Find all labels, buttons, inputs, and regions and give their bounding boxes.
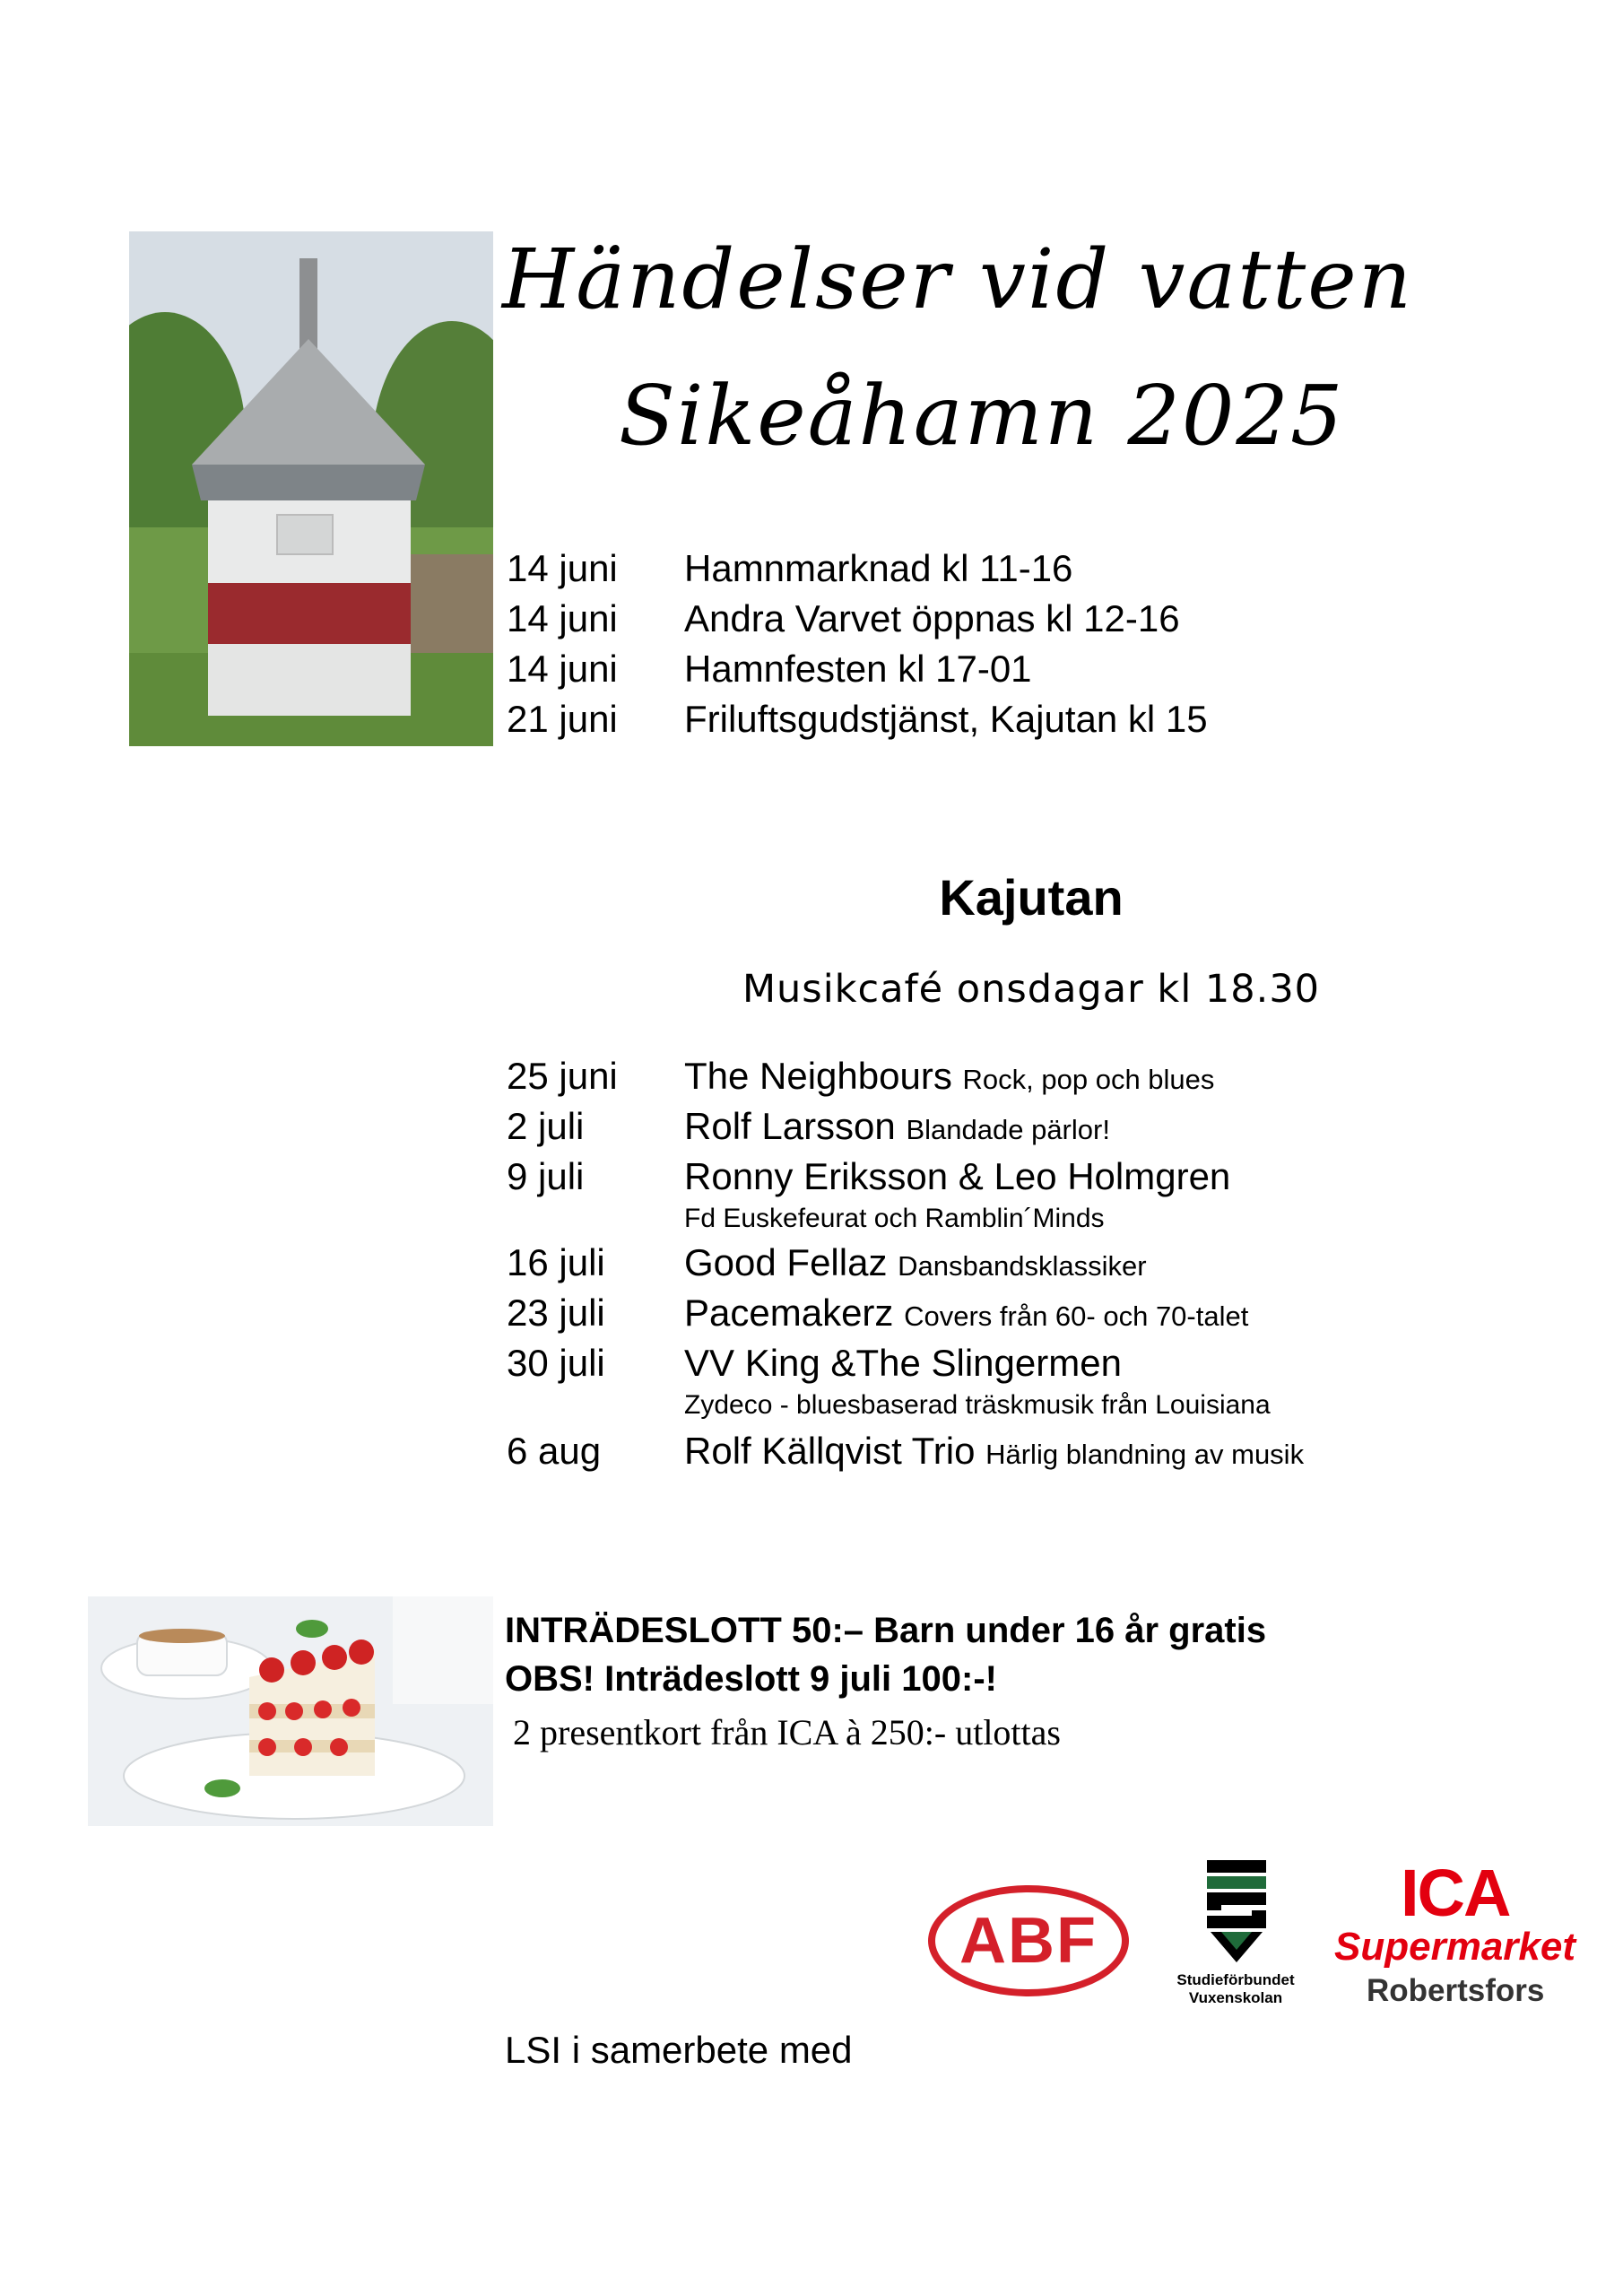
concert-name: Pacemakerz bbox=[684, 1292, 894, 1334]
concert-desc: Härlig blandning av musik bbox=[985, 1439, 1305, 1470]
concert-desc: Rock, pop och blues bbox=[962, 1064, 1215, 1095]
ica-logo-city: Robertsfors bbox=[1367, 1973, 1545, 2008]
page-title-line2: Sikeåhamn 2025 bbox=[619, 368, 1345, 464]
event-name: Andra Varvet öppnas kl 12-16 bbox=[684, 597, 1180, 639]
concert-subtext: Zydeco - bluesbaserad träskmusik från Louisiana bbox=[684, 1390, 1271, 1420]
sv-logo-line1: Studieförbundet bbox=[1176, 1971, 1295, 1988]
abf-oval bbox=[928, 1885, 1129, 1996]
ica-logo-supermarket: Supermarket bbox=[1334, 1925, 1576, 1969]
giftcard-raffle: 2 presentkort från ICA à 250:- utlottas bbox=[513, 1712, 1061, 1752]
kajutan-subheading: Musikcafé onsdagar kl 18.30 bbox=[742, 967, 1321, 1012]
abf-logo bbox=[917, 1857, 1147, 2031]
concert-name: Rolf Källqvist Trio bbox=[684, 1430, 976, 1472]
concert-name: The Neighbours bbox=[684, 1055, 952, 1097]
event-date: 14 juni bbox=[507, 648, 618, 690]
concert-date: 6 aug bbox=[507, 1430, 602, 1472]
page-title-line1: Händelser vid vatten bbox=[502, 231, 1413, 327]
concert-date: 30 juli bbox=[507, 1342, 605, 1384]
sv-logo-line2: Vuxenskolan bbox=[1188, 1989, 1283, 2006]
sv-logo bbox=[1164, 1857, 1307, 2018]
concert-desc: Dansbandsklassiker bbox=[898, 1250, 1147, 1282]
footer-cooperation: LSI i samerbete med bbox=[505, 2029, 853, 2071]
concert-name-line bbox=[684, 1292, 1248, 1335]
event-date: 14 juni bbox=[507, 547, 618, 589]
concert-name-line bbox=[684, 1105, 1110, 1148]
concert-date: 25 juni bbox=[507, 1055, 618, 1097]
concert-name-line bbox=[684, 1241, 1147, 1284]
sv-logo-mark bbox=[1164, 1857, 1307, 1964]
concert-name: VV King &The Slingermen bbox=[684, 1342, 1122, 1384]
cake-illustration bbox=[88, 1596, 493, 1826]
ica-logo-main: ICA bbox=[1401, 1856, 1510, 1930]
abf-logo-text: ABF bbox=[959, 1905, 1098, 1977]
lighthouse-illustration bbox=[129, 231, 493, 746]
event-date: 21 juni bbox=[507, 698, 618, 740]
lighthouse-photo bbox=[129, 231, 493, 746]
concert-name: Good Fellaz bbox=[684, 1241, 888, 1283]
concert-name: Ronny Eriksson & Leo Holmgren bbox=[684, 1155, 1231, 1197]
kajutan-heading: Kajutan bbox=[939, 869, 1124, 926]
cake-photo bbox=[88, 1596, 493, 1826]
concert-subtext: Fd Euskefeurat och Ramblin´Minds bbox=[684, 1204, 1105, 1233]
concert-desc: Blandade pärlor! bbox=[906, 1114, 1110, 1145]
event-name: Hamnfesten kl 17-01 bbox=[684, 648, 1032, 690]
ica-logo bbox=[1329, 1855, 1589, 2007]
concert-date: 23 juli bbox=[507, 1292, 605, 1334]
concert-name-line bbox=[684, 1055, 1214, 1098]
entrance-price: INTRÄDESLOTT 50:– Barn under 16 år gratis bbox=[505, 1611, 1267, 1650]
event-name: Friluftsgudstjänst, Kajutan kl 15 bbox=[684, 698, 1208, 740]
event-date: 14 juni bbox=[507, 597, 618, 639]
concert-date: 16 juli bbox=[507, 1241, 605, 1283]
concert-name: Rolf Larsson bbox=[684, 1105, 896, 1147]
concert-date: 2 juli bbox=[507, 1105, 585, 1147]
entrance-notice: OBS! Inträdeslott 9 juli 100:-! bbox=[505, 1659, 997, 1699]
event-name: Hamnmarknad kl 11-16 bbox=[684, 547, 1073, 589]
concert-desc: Covers från 60- och 70-talet bbox=[904, 1300, 1249, 1332]
concert-date: 9 juli bbox=[507, 1155, 585, 1197]
concert-name-line bbox=[684, 1430, 1304, 1473]
